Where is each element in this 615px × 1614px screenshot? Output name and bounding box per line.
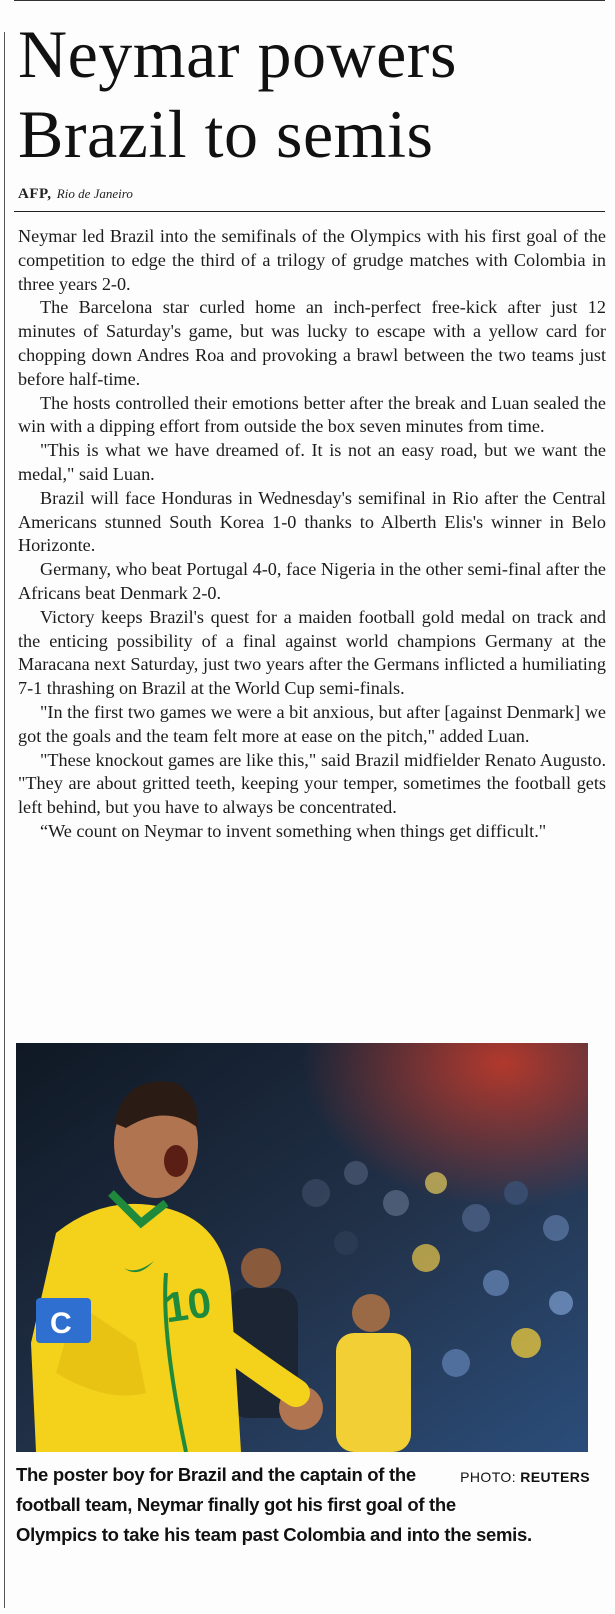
paragraph: The hosts controlled their emotions better after the break and Luan sealed the win with a dipping effort from outside the box seven minutes from time.	[18, 392, 606, 437]
paragraph: "In the first two games we were a bit anxious, but after [against Denmark] we got the goals and the team felt more at ease on the pitch," added Luan.	[18, 701, 606, 746]
paragraph: Brazil will face Honduras in Wednesday's semifinal in Rio after the Central Americans stunned South Korea 1-0 thanks to Alberth Elis's winner in Belo Horizonte.	[18, 487, 606, 556]
jersey-number: 10	[161, 1278, 215, 1332]
armband-letter: C	[50, 1307, 72, 1340]
byline-rule	[14, 211, 605, 212]
byline-agency: AFP,	[18, 186, 52, 202]
column-rule	[4, 32, 5, 1608]
paragraph: Germany, who beat Portugal 4-0, face Nigeria in the other semi-final after the Africans beat Denmark 2-0.	[18, 559, 606, 603]
paragraph: The Barcelona star curled home an inch-perfect free-kick after just 12 minutes of Saturday's game, but was lucky to escape with a yellow card for chopping down Andres Roa and provoking a brawl between the two teams just before half-time.	[18, 297, 606, 389]
article-body	[18, 225, 606, 844]
paragraph: "These knockout games are like this," said Brazil midfielder Renato Augusto. "They are about gritted teeth, keeping your temper, sometimes the football gets left behind, but you have to always be concentrated.	[18, 749, 606, 818]
photo-caption	[16, 1460, 590, 1550]
paragraph: Neymar led Brazil into the semifinals of the Olympics with his first goal of the competition to edge the third of a trilogy of grudge matches with Colombia in three years 2-0.	[18, 226, 606, 294]
article-photo	[16, 1043, 588, 1452]
photo-illustration	[16, 1043, 588, 1452]
credit-source: REUTERS	[520, 1469, 590, 1485]
paragraph: "This is what we have dreamed of. It is not an easy road, but we want the medal," said Luan.	[18, 440, 606, 484]
byline	[18, 186, 133, 203]
paragraph: Victory keeps Brazil's quest for a maiden football gold medal on track and the enticing possibility of a final against world champions Germany at the Maracana next Saturday, just two years after the Germans inflicted a humiliating 7-1 thrashing on Brazil at the World Cup semi-finals.	[18, 606, 606, 699]
caption-text: The poster boy for Brazil and the captain of the football team, Neymar finally got his first goal of the Olympics to take his team past Colombia and into the semis.	[16, 1464, 532, 1545]
credit-label: PHOTO:	[460, 1469, 516, 1485]
photo-credit	[460, 1462, 590, 1492]
top-rule	[14, 0, 605, 1]
byline-place: Rio de Janeiro	[56, 186, 133, 201]
headline: Neymar powers Brazil to semis	[18, 16, 457, 172]
paragraph: “We count on Neymar to invent something when things get difficult."	[40, 820, 547, 841]
